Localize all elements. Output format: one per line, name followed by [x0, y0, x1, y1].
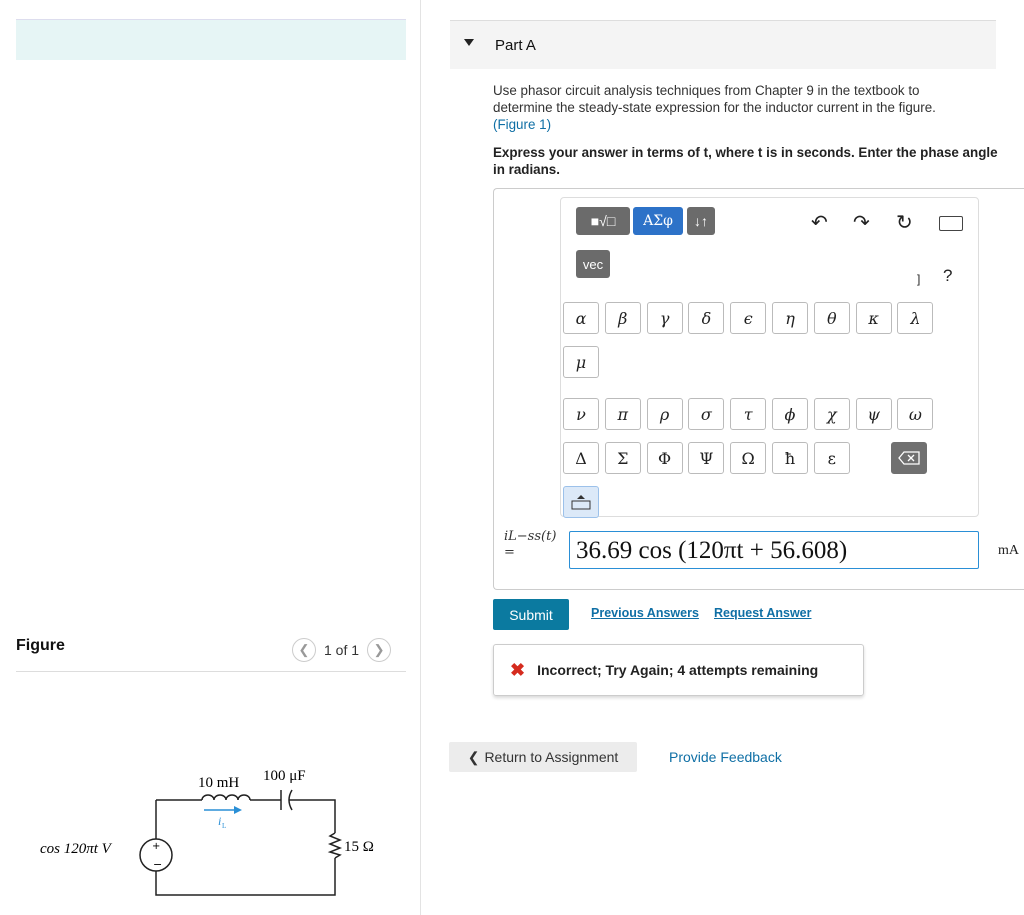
source-label: cos 120πt V	[40, 841, 111, 857]
previous-answers-link[interactable]: Previous Answers	[591, 606, 699, 620]
greek-key[interactable]: Ω	[730, 442, 766, 474]
svg-text:−: −	[153, 858, 163, 871]
greek-key[interactable]: Φ	[647, 442, 683, 474]
prev-figure-button[interactable]: ❮	[292, 638, 316, 662]
next-figure-button[interactable]: ❯	[367, 638, 391, 662]
feedback-text: Incorrect; Try Again; 4 attempts remaining	[537, 662, 819, 678]
undo-icon[interactable]: ↶	[811, 212, 828, 234]
capacitor-label: 100 μF	[263, 768, 306, 784]
greek-key[interactable]: μ	[563, 346, 599, 378]
feedback-box	[493, 644, 864, 696]
return-to-assignment-button[interactable]: ❮ Return to Assignment	[449, 742, 637, 772]
inductor-label: 10 mH	[198, 775, 240, 791]
greek-key[interactable]: λ	[897, 302, 933, 334]
provide-feedback-link[interactable]: Provide Feedback	[669, 749, 782, 765]
units-label: mA	[998, 543, 1019, 558]
greek-key[interactable]: γ	[647, 302, 683, 334]
circuit-diagram	[30, 755, 400, 905]
current-label: i	[218, 814, 222, 828]
resistor	[330, 833, 340, 858]
greek-key[interactable]: ρ	[647, 398, 683, 430]
keyboard-icon[interactable]	[939, 216, 963, 231]
greek-button[interactable]: ΑΣφ	[633, 207, 683, 235]
redo-icon[interactable]: ↷	[853, 212, 870, 234]
greek-key[interactable]: Ψ	[688, 442, 724, 474]
svg-text:+: +	[152, 841, 161, 852]
greek-key[interactable]: Δ	[563, 442, 599, 474]
figure-divider	[16, 671, 406, 672]
greek-key[interactable]: ν	[563, 398, 599, 430]
greek-key[interactable]: ω	[897, 398, 933, 430]
greek-key[interactable]: π	[605, 398, 641, 430]
figure-pager	[292, 638, 391, 662]
math-keyboard	[560, 197, 979, 517]
greek-key[interactable]: σ	[688, 398, 724, 430]
backspace-icon	[898, 451, 920, 465]
question-pane	[420, 0, 1024, 915]
figure-pager-text: 1 of 1	[324, 642, 360, 658]
inductor	[202, 795, 250, 800]
figure-title: Figure	[16, 637, 65, 654]
greek-key[interactable]: ε	[814, 442, 850, 474]
greek-key[interactable]: θ	[814, 302, 850, 334]
greek-key[interactable]: Σ	[605, 442, 641, 474]
request-answer-link[interactable]: Request Answer	[714, 606, 812, 620]
greek-key[interactable]: δ	[688, 302, 724, 334]
greek-key[interactable]: κ	[856, 302, 892, 334]
keyboard-toggle-icon	[570, 494, 592, 510]
greek-key[interactable]: τ	[730, 398, 766, 430]
reset-icon[interactable]: ↻	[896, 212, 913, 234]
answer-box	[493, 188, 1024, 590]
figure-pane	[0, 0, 421, 915]
backspace-key[interactable]	[891, 442, 927, 474]
greek-key[interactable]: α	[563, 302, 599, 334]
top-banner	[16, 19, 406, 60]
arrows-button[interactable]: ↓↑	[687, 207, 715, 235]
answer-label: iL−ss(t) =	[504, 529, 557, 560]
figure-link[interactable]: (Figure 1)	[493, 117, 552, 132]
greek-key[interactable]: ψ	[856, 398, 892, 430]
help-icon[interactable]: ?	[943, 266, 953, 285]
answer-input[interactable]: 36.69 cos (120πt + 56.608)	[569, 531, 979, 569]
greek-key[interactable]: η	[772, 302, 808, 334]
voltage-source	[140, 839, 172, 871]
caret-down-icon	[464, 39, 474, 46]
greek-key[interactable]: ħ	[772, 442, 808, 474]
greek-key[interactable]: ϵ	[730, 302, 766, 334]
greek-key[interactable]: β	[605, 302, 641, 334]
part-title: Part A	[495, 37, 536, 54]
resistor-label: 15 Ω	[344, 839, 374, 855]
vec-button[interactable]: vec	[576, 250, 610, 278]
instruction-bold: Express your answer in terms of t, where t is in seconds. Enter the phase angle in radians.	[493, 145, 998, 177]
greek-key[interactable]: χ	[814, 398, 850, 430]
current-sub: L	[222, 822, 227, 830]
templates-button[interactable]: ■√□	[576, 207, 630, 235]
bracket-icon: ]	[917, 272, 921, 286]
part-a-header[interactable]	[450, 20, 996, 69]
instruction-text: Use phasor circuit analysis techniques from Chapter 9 in the textbook to determine the steady-state expression for the inductor current in the figure. (Figure 1)	[493, 83, 936, 132]
greek-key[interactable]: ϕ	[772, 398, 808, 430]
error-x-icon: ✖	[510, 659, 526, 680]
submit-button[interactable]: Submit	[493, 599, 569, 630]
chevron-left-icon: ❮	[467, 748, 480, 765]
keyboard-toggle-key[interactable]	[563, 486, 599, 518]
